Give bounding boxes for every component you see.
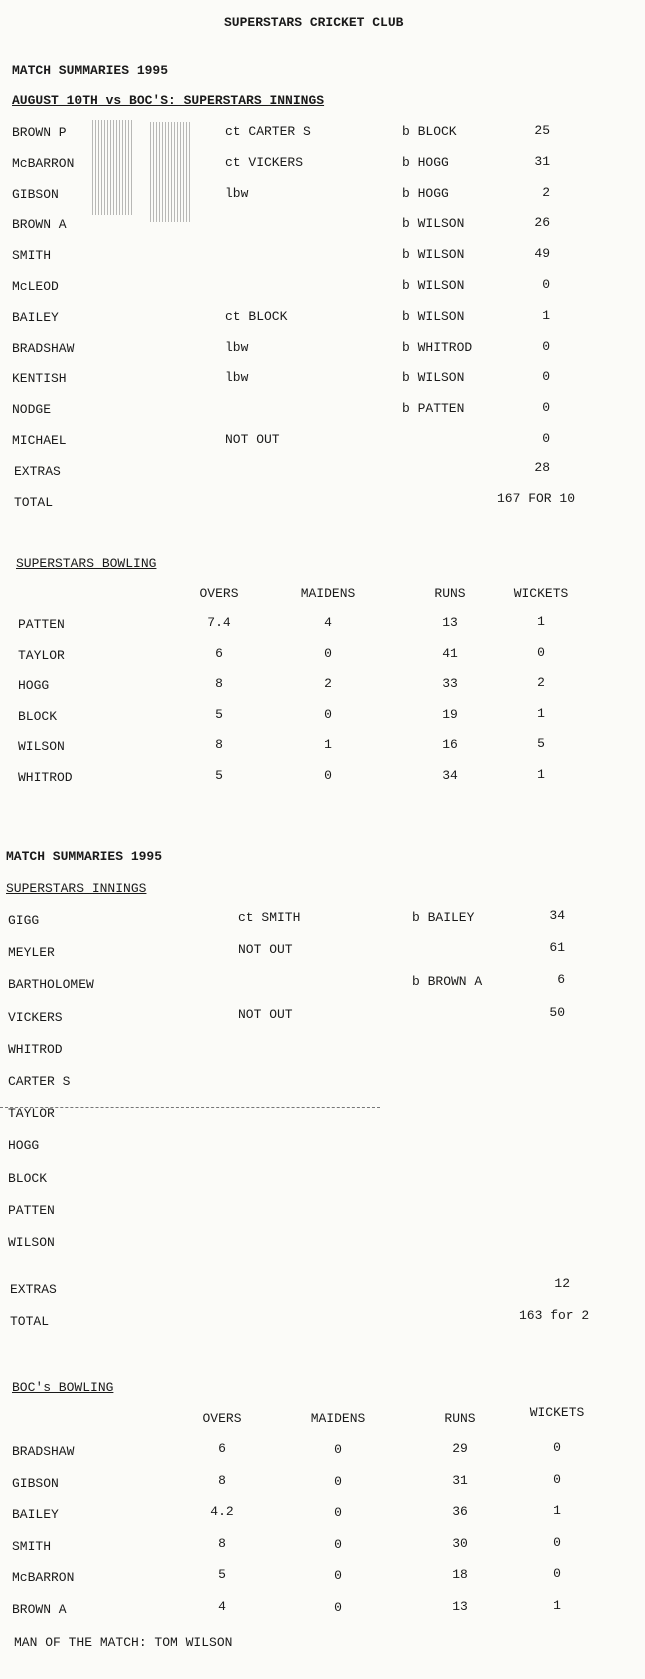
bowler: b BROWN A <box>412 974 483 989</box>
batsman-name: BROWN A <box>12 217 67 232</box>
batsman-name: BRADSHAW <box>12 341 75 356</box>
batsman-name: NODGE <box>12 402 52 417</box>
wickets: 1 <box>553 1503 561 1518</box>
runs: 0 <box>542 339 550 354</box>
dismissal: NOT OUT <box>238 942 293 957</box>
overs: 8 <box>215 737 223 752</box>
runs: 50 <box>549 1005 565 1020</box>
wickets: 0 <box>553 1566 561 1581</box>
bowler-name: McBARRON <box>12 1570 75 1585</box>
maidens: 0 <box>334 1505 342 1520</box>
runs: 29 <box>452 1441 468 1456</box>
wickets: 1 <box>537 614 545 629</box>
runs: 16 <box>442 737 458 752</box>
overs: 8 <box>218 1536 226 1551</box>
wickets: 0 <box>553 1535 561 1550</box>
bowler: b WILSON <box>402 309 465 324</box>
batsman-name: CARTER S <box>8 1074 71 1089</box>
wickets: 2 <box>537 675 545 690</box>
column-header: RUNS <box>444 1411 476 1426</box>
runs: 49 <box>534 246 550 261</box>
column-header: MAIDENS <box>310 1411 366 1426</box>
bowler-name: SMITH <box>12 1539 52 1554</box>
overs: 6 <box>215 646 223 661</box>
bowler-name: BLOCK <box>18 709 58 724</box>
match-summaries-title-2: MATCH SUMMARIES 1995 <box>6 849 163 864</box>
batsman-name: KENTISH <box>12 371 67 386</box>
wickets: 1 <box>537 706 545 721</box>
overs: 4.2 <box>210 1504 234 1519</box>
innings-2-total-value: 163 for 2 <box>519 1308 590 1323</box>
runs: 41 <box>442 646 458 661</box>
bowler-name: BROWN A <box>12 1602 67 1617</box>
maidens: 1 <box>324 737 332 752</box>
column-header: RUNS <box>434 586 466 601</box>
innings-2-extras-label: EXTRAS <box>10 1282 57 1297</box>
innings-1-extras-label: EXTRAS <box>14 464 61 479</box>
batsman-name: BARTHOLOMEW <box>8 977 94 992</box>
runs: 30 <box>452 1536 468 1551</box>
batsman-name: WHITROD <box>8 1042 63 1057</box>
batsman-name: MICHAEL <box>12 433 67 448</box>
bowler-name: WILSON <box>18 739 65 754</box>
runs: 33 <box>442 676 458 691</box>
column-header: OVERS <box>199 586 239 601</box>
maidens: 0 <box>334 1474 342 1489</box>
bowler: b WHITROD <box>402 340 473 355</box>
runs: 31 <box>534 154 550 169</box>
wickets: 0 <box>553 1440 561 1455</box>
dismissal: lbw <box>225 186 249 201</box>
runs: 0 <box>542 277 550 292</box>
dismissal: ct SMITH <box>238 910 301 925</box>
column-header: OVERS <box>202 1411 242 1426</box>
bowler: b WILSON <box>402 370 465 385</box>
bowler: b BAILEY <box>412 910 475 925</box>
runs: 26 <box>534 215 550 230</box>
bowler: b WILSON <box>402 278 465 293</box>
runs: 0 <box>542 400 550 415</box>
innings-2-extras-value: 12 <box>554 1276 570 1291</box>
club-title: SUPERSTARS CRICKET CLUB <box>224 15 404 30</box>
batsman-name: HOGG <box>8 1138 40 1153</box>
bowler: b PATTEN <box>402 401 465 416</box>
overs: 5 <box>218 1567 226 1582</box>
innings-2-heading: SUPERSTARS INNINGS <box>6 881 147 896</box>
wickets: 1 <box>537 767 545 782</box>
overs: 4 <box>218 1599 226 1614</box>
scan-fold-line <box>0 1107 380 1108</box>
innings-2-total-label: TOTAL <box>10 1314 50 1329</box>
wickets: 5 <box>537 736 545 751</box>
maidens: 0 <box>324 707 332 722</box>
batsman-name: TAYLOR <box>8 1106 55 1121</box>
match-summaries-title: MATCH SUMMARIES 1995 <box>12 63 169 78</box>
innings-1-total-label: TOTAL <box>14 495 54 510</box>
batsman-name: McBARRON <box>12 156 75 171</box>
maidens: 2 <box>324 676 332 691</box>
runs: 34 <box>549 908 565 923</box>
runs: 18 <box>452 1567 468 1582</box>
batsman-name: VICKERS <box>8 1010 63 1025</box>
runs: 61 <box>549 940 565 955</box>
overs: 7.4 <box>207 615 231 630</box>
innings-1-extras-value: 28 <box>534 460 550 475</box>
column-header: WICKETS <box>529 1405 585 1420</box>
wickets: 0 <box>537 645 545 660</box>
batsman-name: BLOCK <box>8 1171 48 1186</box>
innings-1-total-value: 167 FOR 10 <box>497 491 576 506</box>
bowler-name: PATTEN <box>18 617 65 632</box>
dismissal: ct BLOCK <box>225 309 288 324</box>
runs: 0 <box>542 431 550 446</box>
scan-smudge <box>150 122 192 222</box>
dismissal: ct VICKERS <box>225 155 304 170</box>
bowler-name: TAYLOR <box>18 648 65 663</box>
batsman-name: BAILEY <box>12 310 59 325</box>
maidens: 0 <box>334 1442 342 1457</box>
overs: 5 <box>215 707 223 722</box>
batsman-name: GIGG <box>8 913 40 928</box>
batsman-name: SMITH <box>12 248 52 263</box>
bowler: b HOGG <box>402 155 449 170</box>
innings-1-heading: AUGUST 10TH vs BOC'S: SUPERSTARS INNINGS <box>12 93 325 108</box>
runs: 36 <box>452 1504 468 1519</box>
runs: 13 <box>442 615 458 630</box>
dismissal: NOT OUT <box>238 1007 293 1022</box>
wickets: 0 <box>553 1472 561 1487</box>
dismissal: lbw <box>225 370 249 385</box>
maidens: 0 <box>324 768 332 783</box>
bowler-name: GIBSON <box>12 1476 59 1491</box>
runs: 34 <box>442 768 458 783</box>
overs: 6 <box>218 1441 226 1456</box>
runs: 19 <box>442 707 458 722</box>
batsman-name: PATTEN <box>8 1203 55 1218</box>
batsman-name: WILSON <box>8 1235 55 1250</box>
overs: 8 <box>218 1473 226 1488</box>
batsman-name: McLEOD <box>12 279 59 294</box>
runs: 31 <box>452 1473 468 1488</box>
maidens: 0 <box>334 1568 342 1583</box>
runs: 13 <box>452 1599 468 1614</box>
maidens: 0 <box>334 1537 342 1552</box>
bowler: b HOGG <box>402 186 449 201</box>
bowler: b WILSON <box>402 216 465 231</box>
column-header: MAIDENS <box>300 586 356 601</box>
dismissal: ct CARTER S <box>225 124 311 139</box>
runs: 25 <box>534 123 550 138</box>
runs: 6 <box>557 972 565 987</box>
batsman-name: GIBSON <box>12 187 59 202</box>
bowler-name: BAILEY <box>12 1507 59 1522</box>
bowler-name: BRADSHAW <box>12 1444 75 1459</box>
bowler: b WILSON <box>402 247 465 262</box>
maidens: 0 <box>324 646 332 661</box>
overs: 8 <box>215 676 223 691</box>
bowler: b BLOCK <box>402 124 457 139</box>
bowling-1-heading: SUPERSTARS BOWLING <box>16 556 157 571</box>
maidens: 0 <box>334 1600 342 1615</box>
runs: 2 <box>542 185 550 200</box>
runs: 1 <box>542 308 550 323</box>
wickets: 1 <box>553 1598 561 1613</box>
dismissal: NOT OUT <box>225 432 280 447</box>
bowler-name: WHITROD <box>18 770 73 785</box>
column-header: WICKETS <box>513 586 569 601</box>
scan-smudge <box>92 120 132 215</box>
overs: 5 <box>215 768 223 783</box>
batsman-name: MEYLER <box>8 945 55 960</box>
batsman-name: BROWN P <box>12 125 67 140</box>
runs: 0 <box>542 369 550 384</box>
bowling-2-heading: BOC's BOWLING <box>12 1380 114 1395</box>
dismissal: lbw <box>225 340 249 355</box>
bowler-name: HOGG <box>18 678 50 693</box>
maidens: 4 <box>324 615 332 630</box>
man-of-the-match: MAN OF THE MATCH: TOM WILSON <box>14 1635 233 1650</box>
